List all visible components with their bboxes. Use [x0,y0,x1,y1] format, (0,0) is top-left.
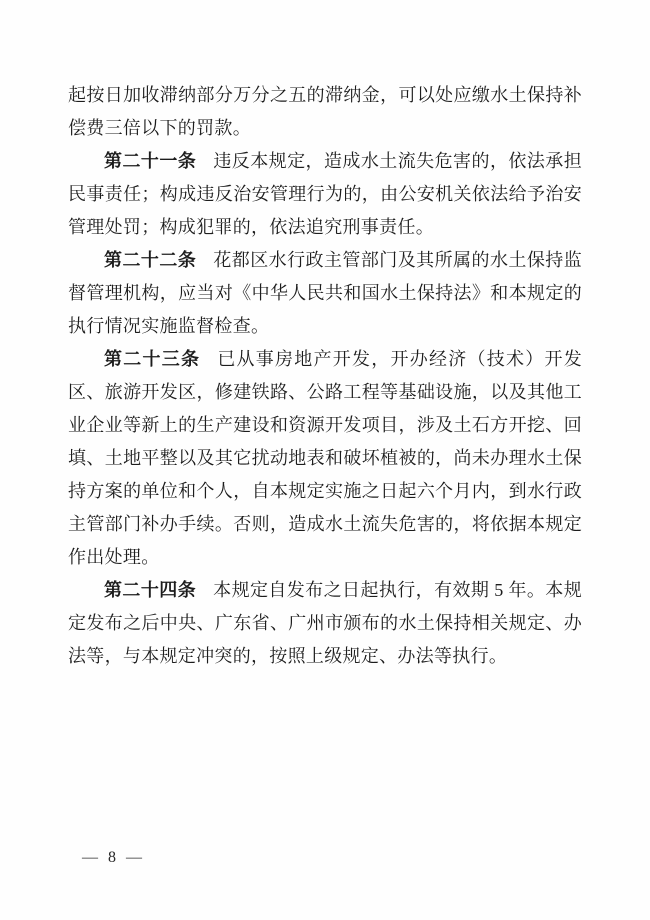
article-number: 第二十三条 [104,349,201,369]
page-number: — 8 — [82,849,145,866]
paragraph-text: 已从事房地产开发，开办经济（技术）开发区、旅游开发区，修建铁路、公路工程等基础设施，以及其他工业企业等新上的生产建设和资源开发项目，涉及土石方开挖、回填、土地平整以及其它扰动地表和破坏植被的，尚未办理水土保持方案的单位和个人，自本规定实施之日起六个月内，到水行政主管部门补办手续。否则，造成水土流失危害的，将依据本规定作出处理。 [68,349,582,567]
paragraph-article-24 [68,574,582,673]
paragraph-text: 花都区水行政主管部门及其所属的水土保持监督管理机构，应当对《中华人民共和国水土保持法》和本规定的执行情况实施监督检查。 [68,250,583,336]
paragraph-text: 本规定自发布之日起执行，有效期 5 年。本规定发布之后中央、广东省、广州市颁布的水土保持相关规定、办法等，与本规定冲突的，按照上级规定、办法等执行。 [68,580,582,666]
article-number: 第二十四条 [104,580,197,600]
paragraph-continuation [68,79,582,145]
article-number: 第二十二条 [104,250,197,270]
paragraph-text: 起按日加收滞纳部分万分之五的滞纳金，可以处应缴水土保持补偿费三倍以下的罚款。 [68,85,582,138]
article-number: 第二十一条 [104,151,197,171]
paragraph-article-21 [68,145,582,244]
paragraph-text: 违反本规定，造成水土流失危害的，依法承担民事责任；构成违反治安管理行为的，由公安机关依法给予治安管理处罚；构成犯罪的，依法追究刑事责任。 [68,151,583,237]
document-body [68,79,582,673]
paragraph-article-22 [68,244,582,343]
paragraph-article-23 [68,343,582,574]
